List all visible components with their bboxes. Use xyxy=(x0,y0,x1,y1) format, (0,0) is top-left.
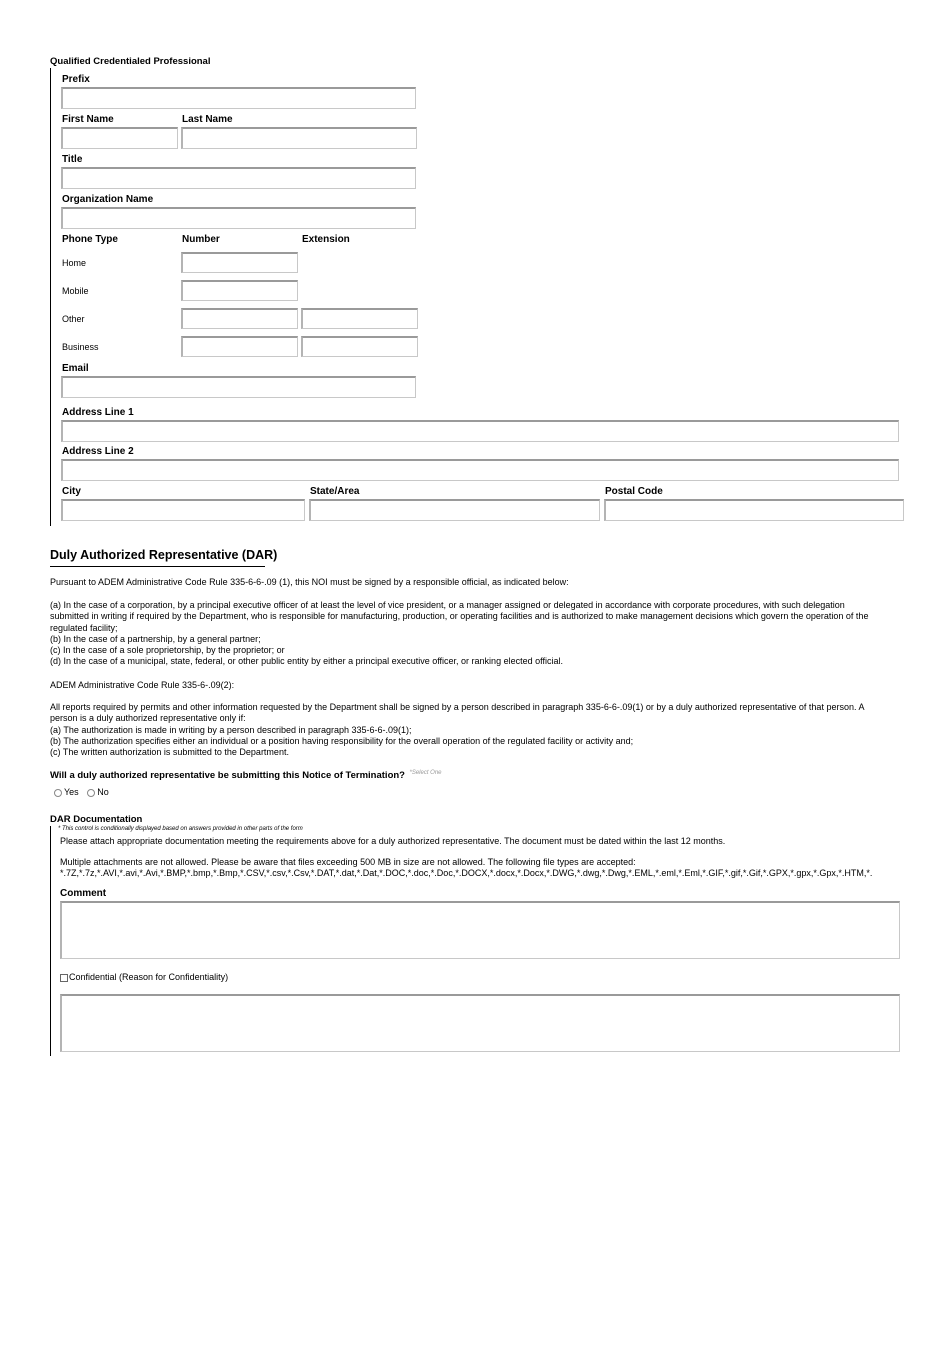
extension-label: Extension xyxy=(302,234,350,245)
organization-input[interactable] xyxy=(61,207,416,229)
dar-radio-group xyxy=(54,787,109,797)
conditional-display-note: * This control is conditionally displayed based on answers provided in other parts of the form xyxy=(58,826,303,832)
comment-label: Comment xyxy=(60,888,107,899)
qcp-section-title: Qualified Credentialed Professional xyxy=(50,56,211,67)
confidential-label: Confidential (Reason for Confidentiality) xyxy=(69,972,229,982)
phone-type-mobile: Mobile xyxy=(62,286,89,296)
organization-label: Organization Name xyxy=(62,194,154,205)
radio-yes-label: Yes xyxy=(64,787,79,797)
confidential-checkbox[interactable] xyxy=(60,974,68,982)
dar-intro: Pursuant to ADEM Administrative Code Rule 335-6-6-.09 (1), this NOI must be signed by a responsible official, as indicated below: xyxy=(50,577,569,587)
rule1-line: (c) In the case of a sole proprietorship, by the proprietor; or xyxy=(50,645,285,656)
phone-type-home: Home xyxy=(62,258,87,268)
first-name-label: First Name xyxy=(62,114,114,125)
select-one-hint: *Select One xyxy=(409,770,442,776)
rule2-line: person is a duly authorized representative only if: xyxy=(50,713,246,724)
dar-documentation-border xyxy=(50,826,51,1056)
dar-heading: Duly Authorized Representative (DAR) xyxy=(50,548,278,562)
number-label: Number xyxy=(182,234,220,245)
phone-other-number-input[interactable] xyxy=(181,308,298,329)
postal-code-label: Postal Code xyxy=(605,486,663,497)
phone-type-business: Business xyxy=(62,342,99,352)
rule1-line: (d) In the case of a municipal, state, federal, or other public entity by either a principal executive officer, or ranking elected official. xyxy=(50,656,563,667)
comment-textarea[interactable] xyxy=(60,901,900,959)
radio-no[interactable] xyxy=(87,787,109,797)
phone-business-extension-input[interactable] xyxy=(301,336,418,357)
address-line-2-input[interactable] xyxy=(61,459,899,481)
first-name-input[interactable] xyxy=(61,127,178,149)
phone-home-number-input[interactable] xyxy=(181,252,298,273)
phone-business-number-input[interactable] xyxy=(181,336,298,357)
dar-question: Will a duly authorized representative be submitting this Notice of Termination? xyxy=(50,770,405,781)
prefix-input[interactable] xyxy=(61,87,416,109)
radio-no-label: No xyxy=(97,787,109,797)
dar-heading-underline xyxy=(50,566,265,567)
radio-yes-circle[interactable] xyxy=(54,789,62,797)
title-label: Title xyxy=(62,154,83,165)
rule1-line: (a) In the case of a corporation, by a principal executive officer of at least the level of vice president, or a manager assigned or delegated in accordance with corporate procedures, with such delegation xyxy=(50,600,845,610)
attachment-note: Multiple attachments are not allowed. Please be aware that files exceeding 500 MB in size are not allowed. The following file types are accepted: xyxy=(60,857,636,867)
dar-documentation-title: DAR Documentation xyxy=(50,814,143,825)
rule2-line: (c) The written authorization is submitted to the Department. xyxy=(50,747,289,758)
postal-code-input[interactable] xyxy=(604,499,904,521)
email-label: Email xyxy=(62,363,89,374)
email-input[interactable] xyxy=(61,376,416,398)
address-line-2-label: Address Line 2 xyxy=(62,446,134,457)
address-line-1-input[interactable] xyxy=(61,420,899,442)
dar-rule1-text xyxy=(50,600,868,668)
address-line-1-label: Address Line 1 xyxy=(62,407,134,418)
last-name-input[interactable] xyxy=(181,127,417,149)
radio-no-circle[interactable] xyxy=(87,789,95,797)
rule1-line: (b) In the case of a partnership, by a general partner; xyxy=(50,633,261,644)
phone-mobile-number-input[interactable] xyxy=(181,280,298,301)
last-name-label: Last Name xyxy=(182,114,233,125)
state-label: State/Area xyxy=(310,486,360,497)
rule2-line: (a) The authorization is made in writing by a person described in paragraph 335-6-6-.09(1); xyxy=(50,724,412,735)
prefix-label: Prefix xyxy=(62,74,90,85)
dar-rule2-heading: ADEM Administrative Code Rule 335-6-.09(2): xyxy=(50,680,235,690)
radio-yes[interactable] xyxy=(54,787,79,797)
state-input[interactable] xyxy=(309,499,600,521)
rule2-line: All reports required by permits and other information requested by the Department shall be signed by a person described in paragraph 335-6-6-.09(1) or by a duly authorized representative of that person. A xyxy=(50,702,865,712)
qcp-section-border xyxy=(50,68,51,526)
city-label: City xyxy=(62,486,81,497)
phone-type-label: Phone Type xyxy=(62,234,118,245)
accepted-file-types: *.7Z,*.7z,*.AVI,*.avi,*.Avi,*.BMP,*.bmp,*.Bmp,*.CSV,*.csv,*.Csv,*.DAT,*.dat,*.Dat,*.DOC,*.doc,*.Doc,*.DOCX,*.docx,*.Docx,*.DWG,*.dwg,*.Dwg,*.EML,*.eml,*.Eml,*.GIF,*.gif,*.Gif,*.GPX,*.gpx,*.Gpx,*.HTM,*. xyxy=(60,868,873,878)
confidential-row xyxy=(60,972,228,982)
confidentiality-reason-textarea[interactable] xyxy=(60,994,900,1052)
dar-rule2-text xyxy=(50,702,864,758)
documentation-instructions: Please attach appropriate documentation meeting the requirements above for a duly authorized representative. The document must be dated within the last 12 months. xyxy=(60,836,726,846)
rule2-line: (b) The authorization specifies either an individual or a position having responsibility for the overall operation of the regulated facility or activity and; xyxy=(50,735,634,746)
dar-question-row xyxy=(50,770,442,781)
rule1-line: submitted in writing if required by the Department, who is responsible for manufacturing, production, or operating facilities and is authorized to make management decisions which govern the operation of the xyxy=(50,611,869,622)
phone-type-other: Other xyxy=(62,314,85,324)
phone-other-extension-input[interactable] xyxy=(301,308,418,329)
title-input[interactable] xyxy=(61,167,416,189)
rule1-line: regulated facility; xyxy=(50,622,118,633)
city-input[interactable] xyxy=(61,499,305,521)
